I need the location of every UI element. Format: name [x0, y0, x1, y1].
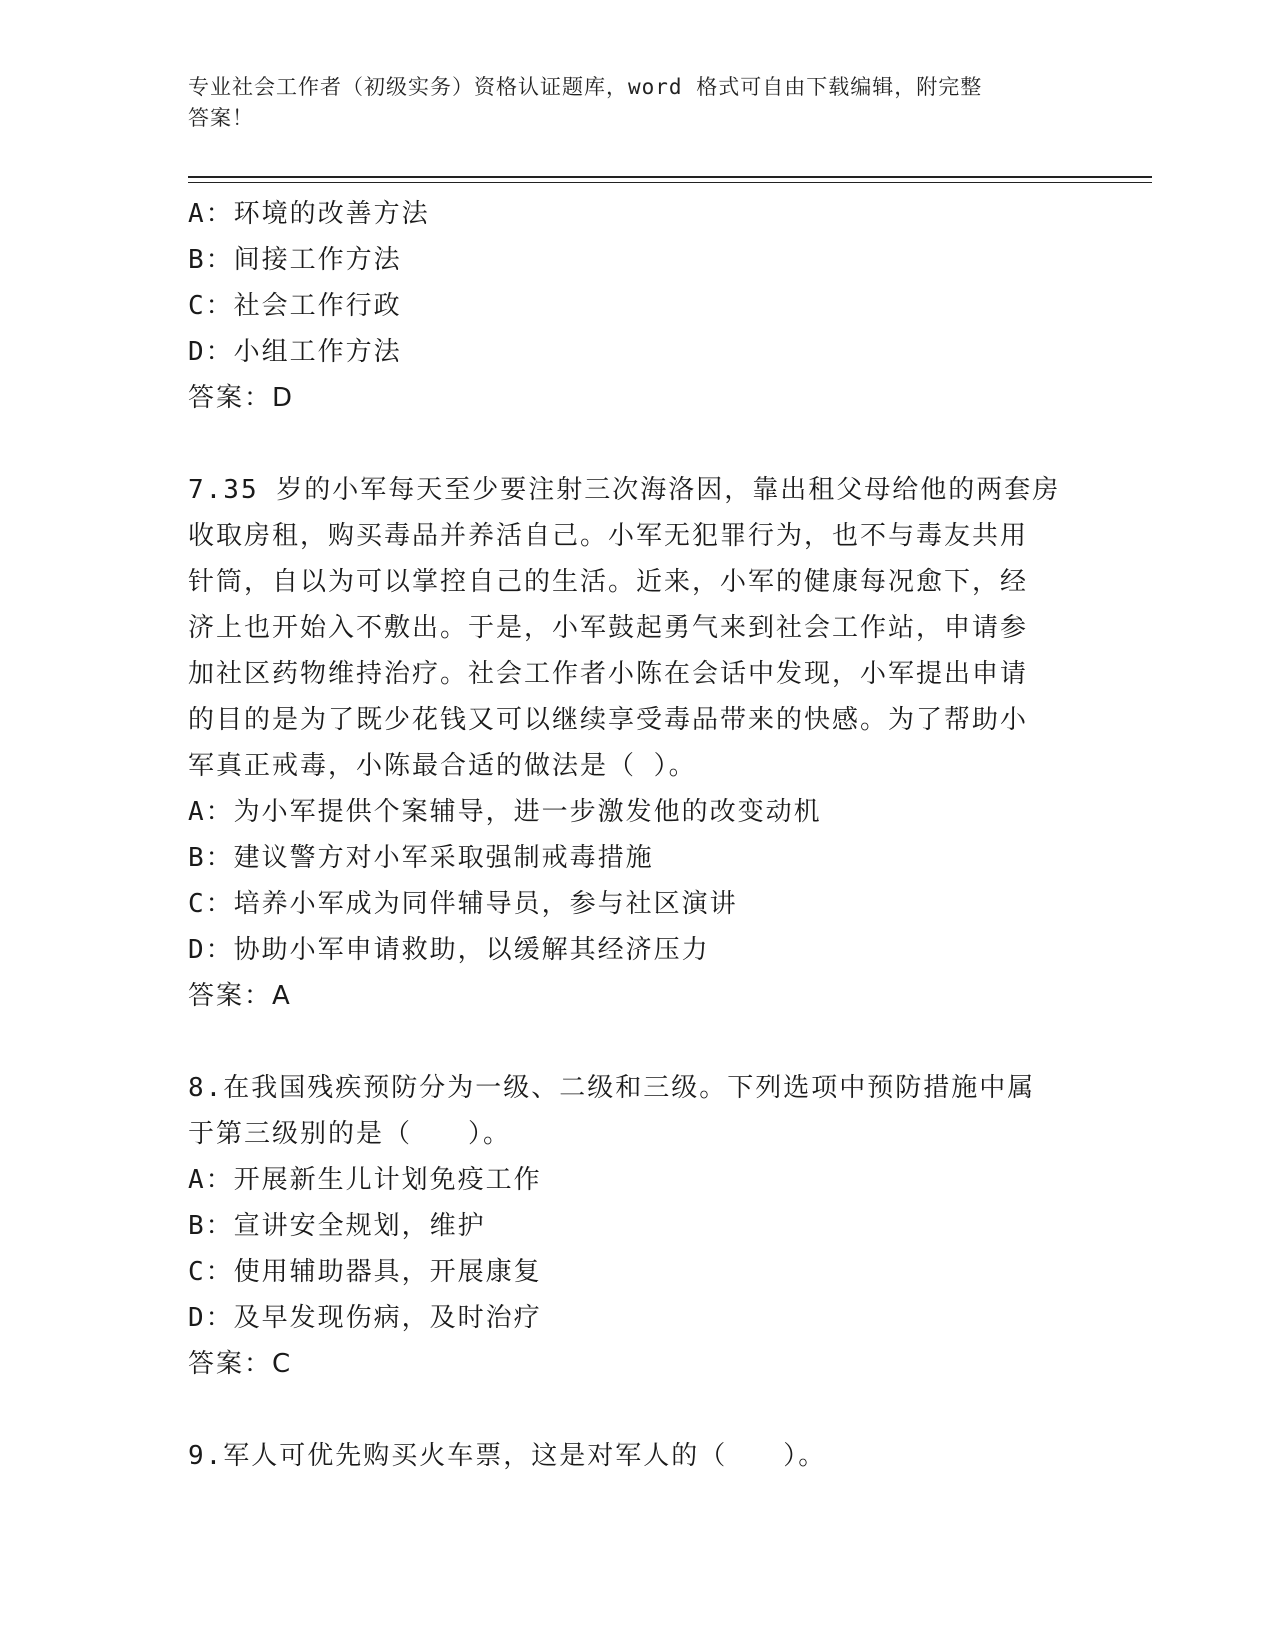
answer-line: 答案：C	[188, 1349, 293, 1379]
header-line: 答案！	[188, 106, 254, 130]
question-stem-line: 济上也开始入不敷出。于是，小军鼓起勇气来到社会工作站，申请参	[188, 613, 1029, 643]
option-b: B：间接工作方法	[188, 245, 402, 275]
option-b: B：建议警方对小军采取强制戒毒措施	[188, 843, 654, 873]
question-stem-line: 9.军人可优先购买火车票，这是对军人的（ ）。	[188, 1441, 827, 1471]
answer-line: 答案：D	[188, 383, 295, 413]
question-stem-line: 于第三级别的是（ ）。	[188, 1119, 512, 1149]
spacer	[188, 1019, 1068, 1065]
spacer	[188, 1387, 1068, 1433]
option-c: C：使用辅助器具，开展康复	[188, 1257, 542, 1287]
question-7	[188, 467, 1068, 1019]
question-list	[188, 191, 1068, 1479]
question-stem-line: 7.35 岁的小军每天至少要注射三次海洛因，靠出租父母给他的两套房	[188, 475, 1061, 505]
question-stem-line: 收取房租，购买毒品并养活自己。小军无犯罪行为，也不与毒友共用	[188, 521, 1029, 551]
option-a: A：为小军提供个案辅导，进一步激发他的改变动机	[188, 797, 822, 827]
option-d: D：协助小军申请救助，以缓解其经济压力	[188, 935, 710, 965]
option-d: D：及早发现伤病，及时治疗	[188, 1303, 542, 1333]
question-stem-line: 的目的是为了既少花钱又可以继续享受毒品带来的快感。为了帮助小	[188, 705, 1029, 735]
question-9	[188, 1433, 1068, 1479]
question-stem-line: 军真正戒毒，小陈最合适的做法是（ ）。	[188, 751, 697, 781]
option-b: B：宣讲安全规划，维护	[188, 1211, 486, 1241]
option-c: C：培养小军成为同伴辅导员，参与社区演讲	[188, 889, 738, 919]
question-stem-line: 针筒，自以为可以掌控自己的生活。近来，小军的健康每况愈下，经	[188, 567, 1029, 597]
document-header	[188, 72, 1088, 134]
question-stem-line: 8.在我国残疾预防分为一级、二级和三级。下列选项中预防措施中属	[188, 1073, 1036, 1103]
header-line: 专业社会工作者（初级实务）资格认证题库，word 格式可自由下载编辑，附完整	[188, 75, 983, 99]
question-stem-line: 加社区药物维持治疗。社会工作者小陈在会话中发现，小军提出申请	[188, 659, 1029, 689]
answer-line: 答案：A	[188, 981, 292, 1011]
option-d: D：小组工作方法	[188, 337, 402, 367]
question-6	[188, 191, 1068, 421]
option-a: A：开展新生儿计划免疫工作	[188, 1165, 542, 1195]
option-a: A：环境的改善方法	[188, 199, 430, 229]
question-8	[188, 1065, 1068, 1387]
header-divider	[188, 182, 1152, 183]
header-divider	[188, 176, 1152, 178]
spacer	[188, 421, 1068, 467]
option-c: C：社会工作行政	[188, 291, 402, 321]
